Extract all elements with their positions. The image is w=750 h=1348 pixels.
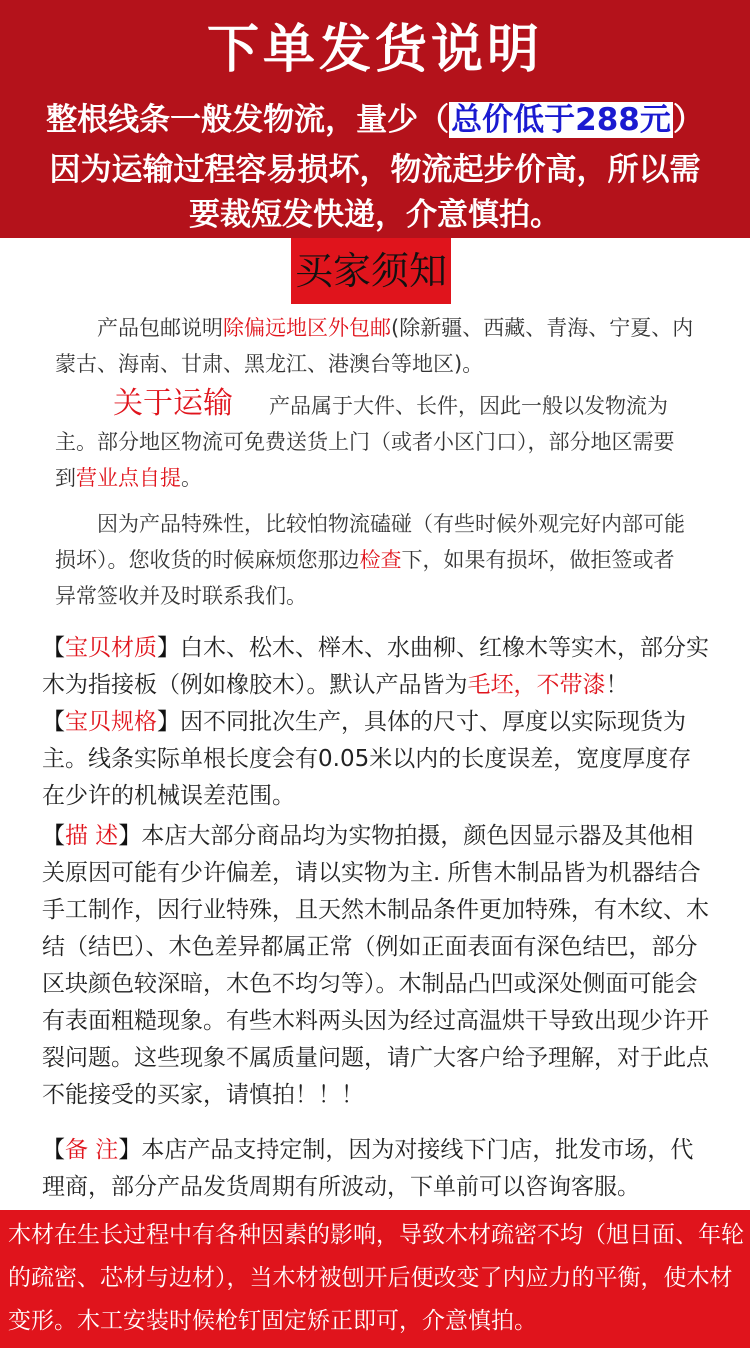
transport-text: 产品属于大件、长件，因此一般以发物流为主。部分地区物流可免费送货上门（或者小区门口），部分地区需要到	[55, 394, 675, 490]
wood-warning-text: 木材在生长过程中有各种因素的影响，导致木材疏密不均（旭日面、年轮的疏密、芯材与边材），当木材被刨开后便改变了内应力的平衡，使木材变形。木工安装时候枪钉固定矫正即可，介意慎拍。	[8, 1222, 744, 1334]
remarks-tag-label: 备 注	[65, 1137, 119, 1163]
banner-line-1-text: 整根线条一般发物流，量少（	[46, 102, 450, 138]
banner-line-3: 要裁短发快递，介意慎拍。	[189, 197, 561, 233]
description-tag: 【描 述】	[42, 823, 142, 849]
pickup-highlight: 营业点自提	[76, 466, 181, 490]
damage-end: 下，如果有损坏，做拒签或者异常签收并及时联系我们。	[55, 548, 675, 608]
inspect-highlight: 检查	[359, 548, 402, 572]
size-tag: 【宝贝规格】	[42, 709, 180, 735]
size-tag-label: 宝贝规格	[65, 709, 157, 735]
free-shipping-paragraph	[55, 310, 695, 382]
free-shipping-lead: 产品包邮说明	[97, 316, 223, 340]
banner-line-2: 因为运输过程容易损坏，物流起步价高，所以需	[49, 152, 701, 188]
description-section	[42, 818, 712, 1114]
top-banner	[0, 0, 750, 238]
remarks-section	[42, 1132, 712, 1206]
material-tag: 【宝贝材质】	[42, 635, 180, 661]
banner-title: 下单发货说明	[206, 20, 543, 80]
material-section	[42, 630, 712, 704]
banner-price-highlight: 总价低于288元	[451, 102, 671, 138]
banner-line-1-end: ）	[672, 102, 704, 138]
free-shipping-highlight: 除偏远地区外包邮	[223, 316, 391, 340]
damage-text: 因为产品特殊性，比较怕物流磕碰（有些时候外观完好内部可能损坏）。您收货的时候麻烦您那边	[55, 512, 685, 572]
remarks-tag: 【备 注】	[42, 1137, 142, 1163]
material-text: 白木、松木、榉木、水曲柳、红橡木等实木，部分实木为指接板（例如橡胶木）。默认产品皆为	[42, 635, 709, 698]
description-text: 本店大部分商品均为实物拍摄，颜色因显示器及其他相关原因可能有少许偏差，请以实物为主. 所售木制品皆为机器结合手工制作，因行业特殊，且天然木制品条件更加特殊，有木纹、木结（结巴）、木色差异都属正常（例如正面表面有深色结巴，部分区块颜色较深暗，木色不均匀等）。木制品凸凹或深处侧面可能会有表面粗糙现象。有些木料两头因为经过高温烘干导致出现少许开裂问题。这些现象不属质量问题，请广大客户给予理解，对于此点不能接受的买家，请慎拍！！！	[42, 823, 709, 1108]
unfinished-highlight: 毛坯，不带漆	[467, 672, 606, 698]
size-text: 因不同批次生产，具体的尺寸、厚度以实际现货为主。线条实际单根长度会有0.05米以内的长度误差，宽度厚度存在少许的机械误差范围。	[42, 709, 692, 809]
transport-paragraph	[55, 386, 695, 496]
material-end: ！	[605, 672, 629, 698]
material-tag-label: 宝贝材质	[65, 635, 157, 661]
free-shipping-exclusions: (除新疆、西藏、青海、宁夏、内蒙古、海南、甘肃、黑龙江、港澳台等地区)。	[55, 316, 694, 376]
description-tag-label: 描 述	[65, 823, 119, 849]
remarks-text: 本店产品支持定制，因为对接线下门店，批发市场，代理商，部分产品发货周期有所波动，下单前可以咨询客服。	[42, 1137, 694, 1200]
banner-line-1	[0, 98, 750, 142]
transport-heading: 关于运输	[113, 386, 233, 421]
size-section	[42, 704, 712, 815]
damage-paragraph	[55, 506, 695, 614]
wood-warning-banner	[0, 1210, 750, 1348]
buyer-notice-title: 买家须知	[291, 238, 451, 304]
transport-end: 。	[181, 466, 202, 490]
